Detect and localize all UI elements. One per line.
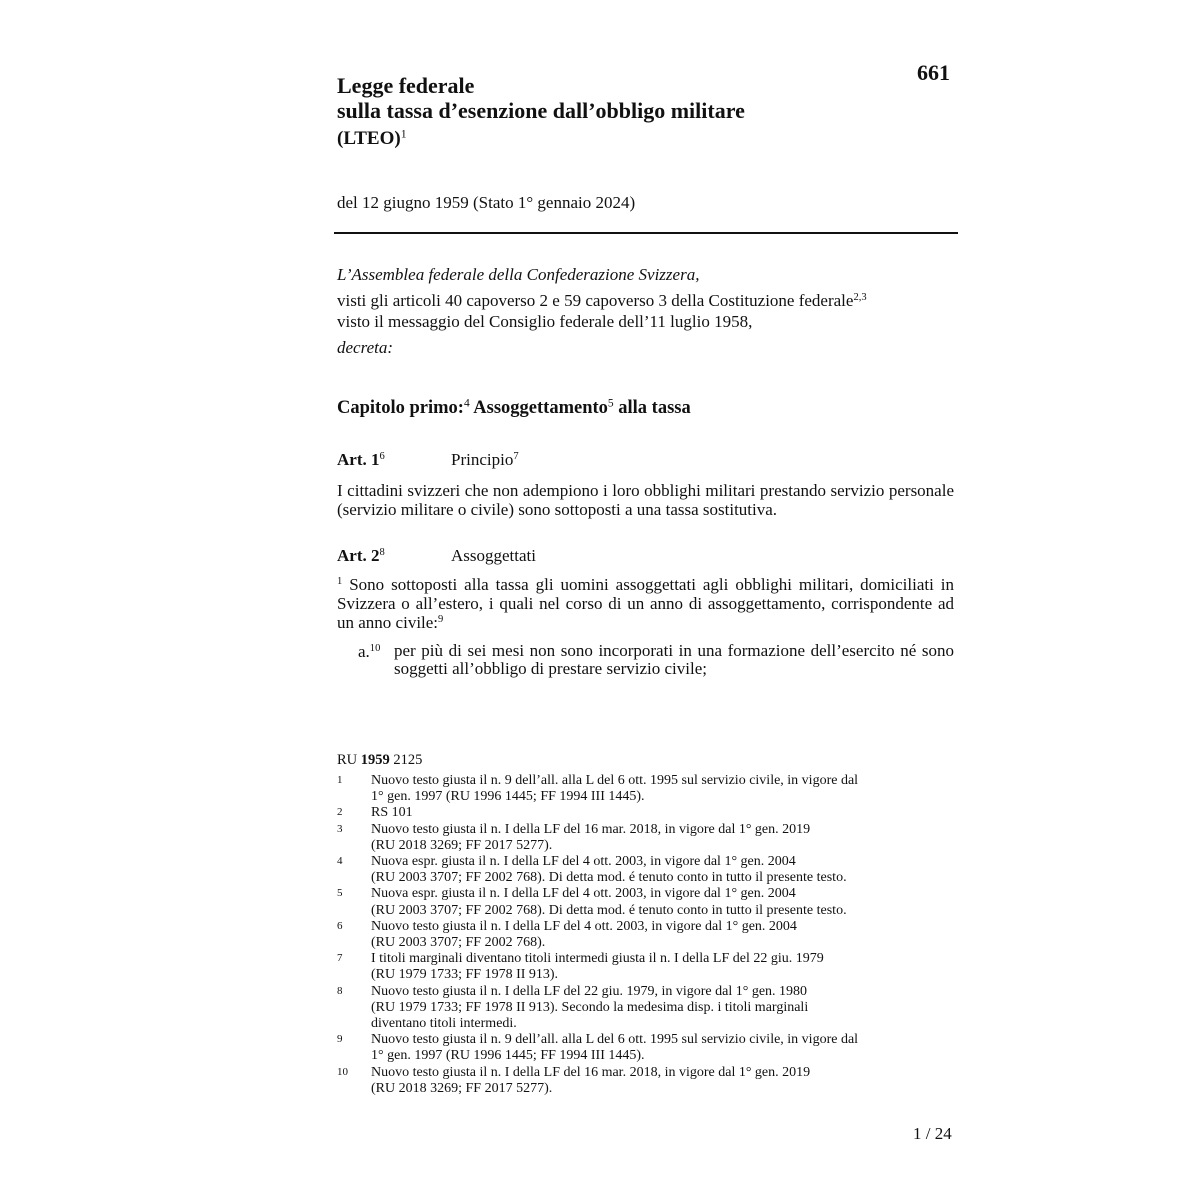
title-line-2: sulla tassa d’esenzione dall’obbligo militare — [337, 98, 745, 123]
footnote-number: 2 — [337, 806, 343, 819]
article-title-text: Principio — [451, 450, 514, 469]
article-2-label — [337, 546, 385, 566]
ru-year: 1959 — [360, 752, 390, 768]
footnote-ref[interactable]: 2,3 — [853, 292, 867, 304]
footnote-text: Nuovo testo giusta il n. I della LF del 4 ott. 2003, in vigore dal 1° gen. 2004 (RU 2003 3707; FF 2002 768). — [371, 918, 797, 951]
footnote-text: Nuova espr. giusta il n. I della LF del 4 ott. 2003, in vigore dal 1° gen. 2004 (RU 2003 3707; FF 2002 768). Di detta mod. é tenuto conto in tutto il presente testo. — [371, 886, 847, 918]
footnote — [337, 1032, 957, 1064]
footnote-ref[interactable]: 9 — [438, 614, 444, 626]
footnote — [337, 822, 957, 854]
article-2-paragraph-1 — [337, 575, 954, 632]
footnote-ref[interactable]: 1 — [400, 127, 407, 141]
footnote — [337, 773, 957, 805]
footnote-text: Nuova espr. giusta il n. I della LF del 4 ott. 2003, in vigore dal 1° gen. 2004 (RU 2003 3707; FF 2002 768). Di detta mod. é tenuto conto in tutto il presente testo. — [371, 854, 847, 886]
footnote-number: 7 — [337, 952, 343, 965]
header-divider — [334, 232, 958, 234]
paragraph-number: 1 — [337, 576, 343, 588]
footnote-number: 8 — [337, 984, 343, 997]
footnote-text: Nuovo testo giusta il n. 9 dell’all. alla L del 6 ott. 1995 sul servizio civile, in vigore dal 1° gen. 1997 (RU 1996 1445; FF 1994 III 1445). — [371, 1032, 859, 1064]
list-item-letter — [358, 642, 380, 662]
footnote-number: 9 — [337, 1033, 343, 1046]
title-line-1: Legge federale — [337, 73, 475, 98]
footnote-number: 5 — [337, 887, 343, 900]
footnote-ref[interactable]: 7 — [513, 451, 519, 463]
footnote-ref[interactable]: 5 — [607, 397, 614, 410]
footnote — [337, 1065, 957, 1097]
footnote — [337, 919, 957, 951]
preamble-visti — [337, 290, 867, 311]
footnote-number: 10 — [337, 1065, 348, 1078]
preamble-visto: visto il messaggio del Consiglio federale dell’11 luglio 1958, — [337, 312, 753, 331]
page-number: 1 / 24 — [913, 1124, 952, 1143]
article-label-text: Art. 2 — [337, 546, 380, 565]
footnote-number: 4 — [337, 855, 343, 868]
chapter-label: Capitolo primo: — [337, 398, 464, 418]
preamble-decreta: decreta: — [337, 338, 394, 357]
article-label-text: Art. 1 — [337, 450, 380, 469]
footnote-text: I titoli marginali diventano titoli intermedi giusta il n. I della LF del 22 giu. 1979 (RU 1979 1733; FF 1978 II 913). — [371, 951, 824, 983]
sr-number: 661 — [917, 60, 950, 85]
footnote-text: Nuovo testo giusta il n. 9 dell’all. alla L del 6 ott. 1995 sul servizio civile, in vigore dal 1° gen. 1997 (RU 1996 1445; FF 1994 III 1445). — [371, 773, 859, 805]
preamble-assembly: L’Assemblea federale della Confederazione Svizzera, — [337, 265, 700, 284]
article-2-title: Assoggettati — [451, 546, 536, 565]
footnote-ref[interactable]: 10 — [369, 643, 381, 655]
article-1-title — [451, 450, 519, 470]
article-1-text: I cittadini svizzeri che non adempiono i loro obblighi militari prestando servizio personale (servizio militare o civile) sono sottoposti a una tassa sostitutiva. — [337, 481, 954, 519]
law-date: del 12 giugno 1959 (Stato 1° gennaio 2024) — [337, 193, 636, 212]
chapter-heading — [337, 398, 691, 419]
ru-reference — [337, 752, 422, 769]
paragraph-text: Sono sottoposti alla tassa gli uomini assoggettati agli obblighi militari, domiciliati in Svizzera o all’estero, i quali nel corso di un anno di assoggettamento, corrispondente ad un anno civile: — [337, 575, 954, 632]
list-item-text: per più di sei mesi non sono incorporati in una formazione dell’esercito né sono soggetti all’obbligo di prestare servizio civile; — [394, 641, 954, 678]
footnote — [337, 984, 957, 1033]
footnote — [337, 854, 957, 886]
article-1-label — [337, 450, 385, 470]
footnote-number: 1 — [337, 774, 343, 786]
footnotes — [337, 773, 957, 1097]
footnote — [337, 951, 957, 983]
footnote-text: Nuovo testo giusta il n. I della LF del 16 mar. 2018, in vigore dal 1° gen. 2019 (RU 2018 3269; FF 2017 5277). — [371, 1064, 811, 1096]
footnote-ref[interactable]: 8 — [379, 547, 385, 559]
ru-prefix: RU — [337, 752, 361, 768]
footnote-ref[interactable]: 4 — [463, 397, 470, 410]
chapter-title-rest: alla tassa — [613, 398, 691, 418]
ru-page: 2125 — [389, 752, 423, 768]
footnote — [337, 886, 957, 918]
footnote — [337, 805, 957, 821]
abbreviation-text: (LTEO) — [337, 128, 401, 149]
list-letter-text: a. — [358, 642, 370, 661]
footnote-number: 3 — [337, 822, 343, 835]
footnote-text: Nuovo testo giusta il n. I della LF del 16 mar. 2018, in vigore dal 1° gen. 2019 (RU 2018 3269; FF 2017 5277). — [371, 821, 811, 853]
footnote-text: Nuovo testo giusta il n. I della LF del 22 giu. 1979, in vigore dal 1° gen. 1980 (RU 1979 1733; FF 1978 II 913). Secondo la medesima disp. i titoli marginali diventano titoli intermedi. — [371, 983, 809, 1032]
law-abbreviation — [337, 128, 407, 150]
footnote-text: RS 101 — [371, 805, 413, 821]
visti-text: visti gli articoli 40 capoverso 2 e 59 capoverso 3 della Costituzione federale — [337, 291, 854, 310]
footnote-ref[interactable]: 6 — [379, 451, 385, 463]
chapter-title-word: Assoggettamento — [469, 398, 608, 418]
footnote-number: 6 — [337, 919, 343, 932]
